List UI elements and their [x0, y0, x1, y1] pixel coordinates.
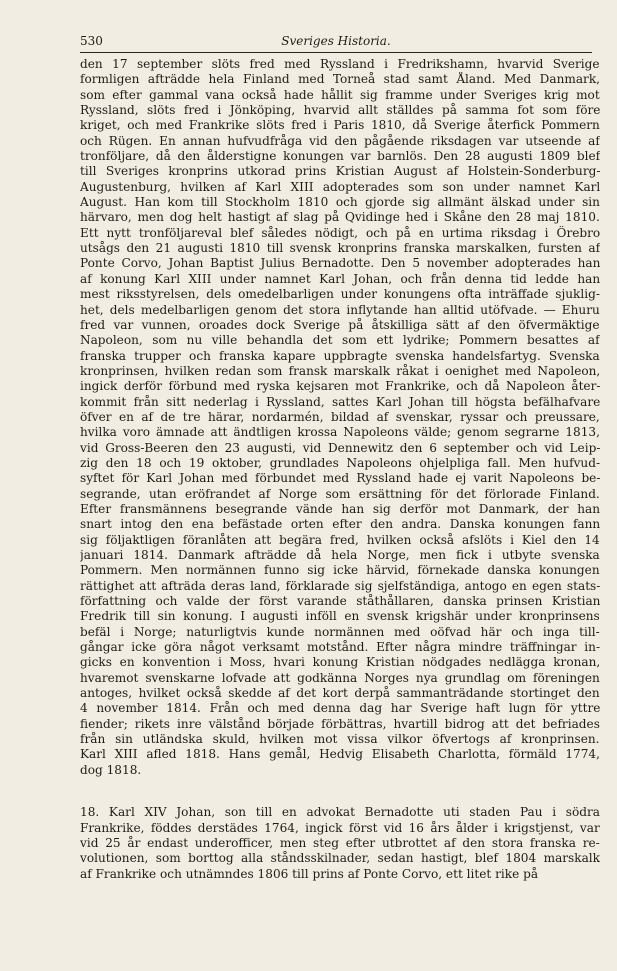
text-line: August. Han kom till Stockholm 1810 och gjorde sig allmänt älskad under sin [80, 195, 600, 210]
text-line: 4 november 1814. Från och med denna dag har Sverige haft lugn för yttre [80, 701, 600, 716]
text-line: författning och valde der först varande ståthållaren, danska prinsen Kristian [80, 594, 600, 609]
text-line: till Sveriges kronprins utkorad prins Kristian August af Holstein-Sonderburg- [80, 164, 600, 179]
page-header [80, 34, 592, 50]
text-line: franska trupper och franska kapare uppbragte svenska handelsfartyg. Svenska [80, 348, 600, 363]
text-line: snart intog den ena befästade orten efter den andra. Danska konungen fann [80, 517, 600, 532]
text-line: formligen afträdde hela Finland med Torneå stad samt Åland. Med Danmark, [80, 72, 600, 87]
text-line: Napoleon, som nu ville behandla det som ett lydrike; Pommern besattes af [80, 333, 600, 348]
text-line: som efter gammal vana också hade hållit sig framme under Sveriges krig mot [80, 87, 600, 102]
paragraph-2 [80, 805, 600, 882]
page-number: 530 [80, 34, 103, 48]
text-line: Augustenburg, hvilken af Karl XIII adopterades som son under namnet Karl [80, 179, 600, 194]
text-line: het, dels medelbarligen genom det stora inflytande han alltid utöfvade. — Ehuru [80, 302, 600, 317]
text-line: gångar icke göra något verksamt motstånd. Efter några mindre träffningar in- [80, 640, 600, 655]
header-rule [80, 52, 592, 53]
text-line: segrande, utan eröfrandet af Norge som ersättning för det förlorade Finland. [80, 486, 600, 501]
paragraph-1 [80, 57, 600, 778]
text-line: Ett nytt tronföljareval blef således nödigt, och på en urtima riksdag i Örebro [80, 225, 600, 240]
text-line: hvilka voro ämnade att ändtligen krossa Napoleons välde; genom segrarne 1813, [80, 425, 600, 440]
text-line: och Rügen. En annan hufvudfråga vid den pågående riksdagen var utseende af [80, 133, 600, 148]
text-line: kriget, och med Frankrike slöts fred i Paris 1810, då Sverige återfick Pommern [80, 118, 600, 133]
text-line: rättighet att afträda deras land, förklarade sig sjelfständiga, antogo en egen stats- [80, 578, 600, 593]
text-line: syftet för Karl Johan med förbundet med Ryssland hade ej varit Napoleons be- [80, 471, 600, 486]
text-line: ingick derför förbund med ryska kejsaren mot Frankrike, och då Napoleon åter- [80, 379, 600, 394]
text-line: antoges, hvilket också skedde af det kort derpå sammanträdande stortinget den [80, 686, 600, 701]
text-line: vid 25 år endast underofficer, men steg efter utbrottet af den stora franska re- [80, 835, 600, 850]
text-line: fred var vunnen, oroades dock Sverige på åtskilliga sätt af den öfvermäktige [80, 317, 600, 332]
text-line: Ponte Corvo, Johan Baptist Julius Bernadotte. Den 5 november adopterades han [80, 256, 600, 271]
text-line: vid Gross-Beeren den 23 augusti, vid Dennewitz den 6 september och vid Leip- [80, 440, 600, 455]
page-body [80, 57, 600, 882]
text-line: utsågs den 21 augusti 1810 till svensk kronprins franska marskalken, fursten af [80, 241, 600, 256]
text-line: öfver en af de tre härar, nordarmén, bildad af svenskar, ryssar och preussare, [80, 409, 600, 424]
text-line: 18. Karl XIV Johan, son till en advokat Bernadotte uti staden Pau i södra [80, 805, 600, 820]
text-line: kronprinsen, hvilken redan som fransk marskalk råkat i oenighet med Napoleon, [80, 363, 600, 378]
text-line: befäl i Norge; naturligtvis kunde normännen med oöfvad här och inga till- [80, 624, 600, 639]
text-line: gicks en konvention i Moss, hvari konung Kristian nödgades nedlägga kronan, [80, 655, 600, 670]
text-line: tronföljare, då den ålderstigne konungen var barnlös. Den 28 augusti 1809 blef [80, 149, 600, 164]
text-line: volutionen, som borttog alla ståndsskilnader, sedan hastigt, blef 1804 marskalk [80, 851, 600, 866]
text-line: Karl XIII afled 1818. Hans gemål, Hedvig Elisabeth Charlotta, förmäld 1774, [80, 747, 600, 762]
text-line: hvaremot svenskarne lofvade att godkänna Norges nya grundlag om föreningen [80, 670, 600, 685]
text-line: af konung Karl XIII under namnet Karl Johan, och från denna tid ledde han [80, 271, 600, 286]
text-line: Pommern. Men normännen funno sig icke härvid, förnekade danska konungen [80, 563, 600, 578]
text-line: Efter fransmännens besegrande vände han sig derför mot Danmark, der han [80, 501, 600, 516]
text-line: januari 1814. Danmark afträdde då hela Norge, men fick i utbyte svenska [80, 548, 600, 562]
text-line: kommit från sitt nederlag i Ryssland, sattes Karl Johan till högsta befälhafvare [80, 394, 600, 409]
text-line: fiender; rikets inre välstånd började förbättras, hvartill bidrog att det befriades [80, 716, 600, 731]
text-line: mest riksstyrelsen, dels omedelbarligen under konungens ofta inträffade sjuklig- [80, 287, 600, 302]
running-title: Sveriges Historia. [281, 34, 391, 48]
text-line: sig följaktligen föranlåten att begära fred, hvilken också afslöts i Kiel den 14 [80, 532, 600, 547]
text-line: zig den 18 och 19 oktober, grundlades Napoleons ohjelpliga fall. Men hufvud- [80, 455, 600, 470]
text-line: Ryssland, slöts fred i Jönköping, hvarvid allt ställdes på samma fot som före [80, 103, 600, 118]
text-line: dog 1818. [80, 762, 142, 777]
text-line: härvaro, men dog helt hastigt af slag på Qvidinge hed i Skåne den 28 maj 1810. [80, 210, 600, 225]
text-line: Fredrik till sin konung. I augusti inföll en svensk krigshär under kronprinsens [80, 609, 600, 624]
text-line: Frankrike, föddes derstädes 1764, ingick först vid 16 års ålder i krigstjenst, var [80, 820, 600, 835]
text-line: den 17 september slöts fred med Ryssland i Fredrikshamn, hvarvid Sverige [80, 57, 600, 71]
text-line: af Frankrike och utnämndes 1806 till prins af Ponte Corvo, ett litet rike på [80, 866, 539, 881]
text-line: från sin utländska skuld, hvilken mot vissa vilkor öfvertogs af kronprinsen. [80, 732, 600, 747]
